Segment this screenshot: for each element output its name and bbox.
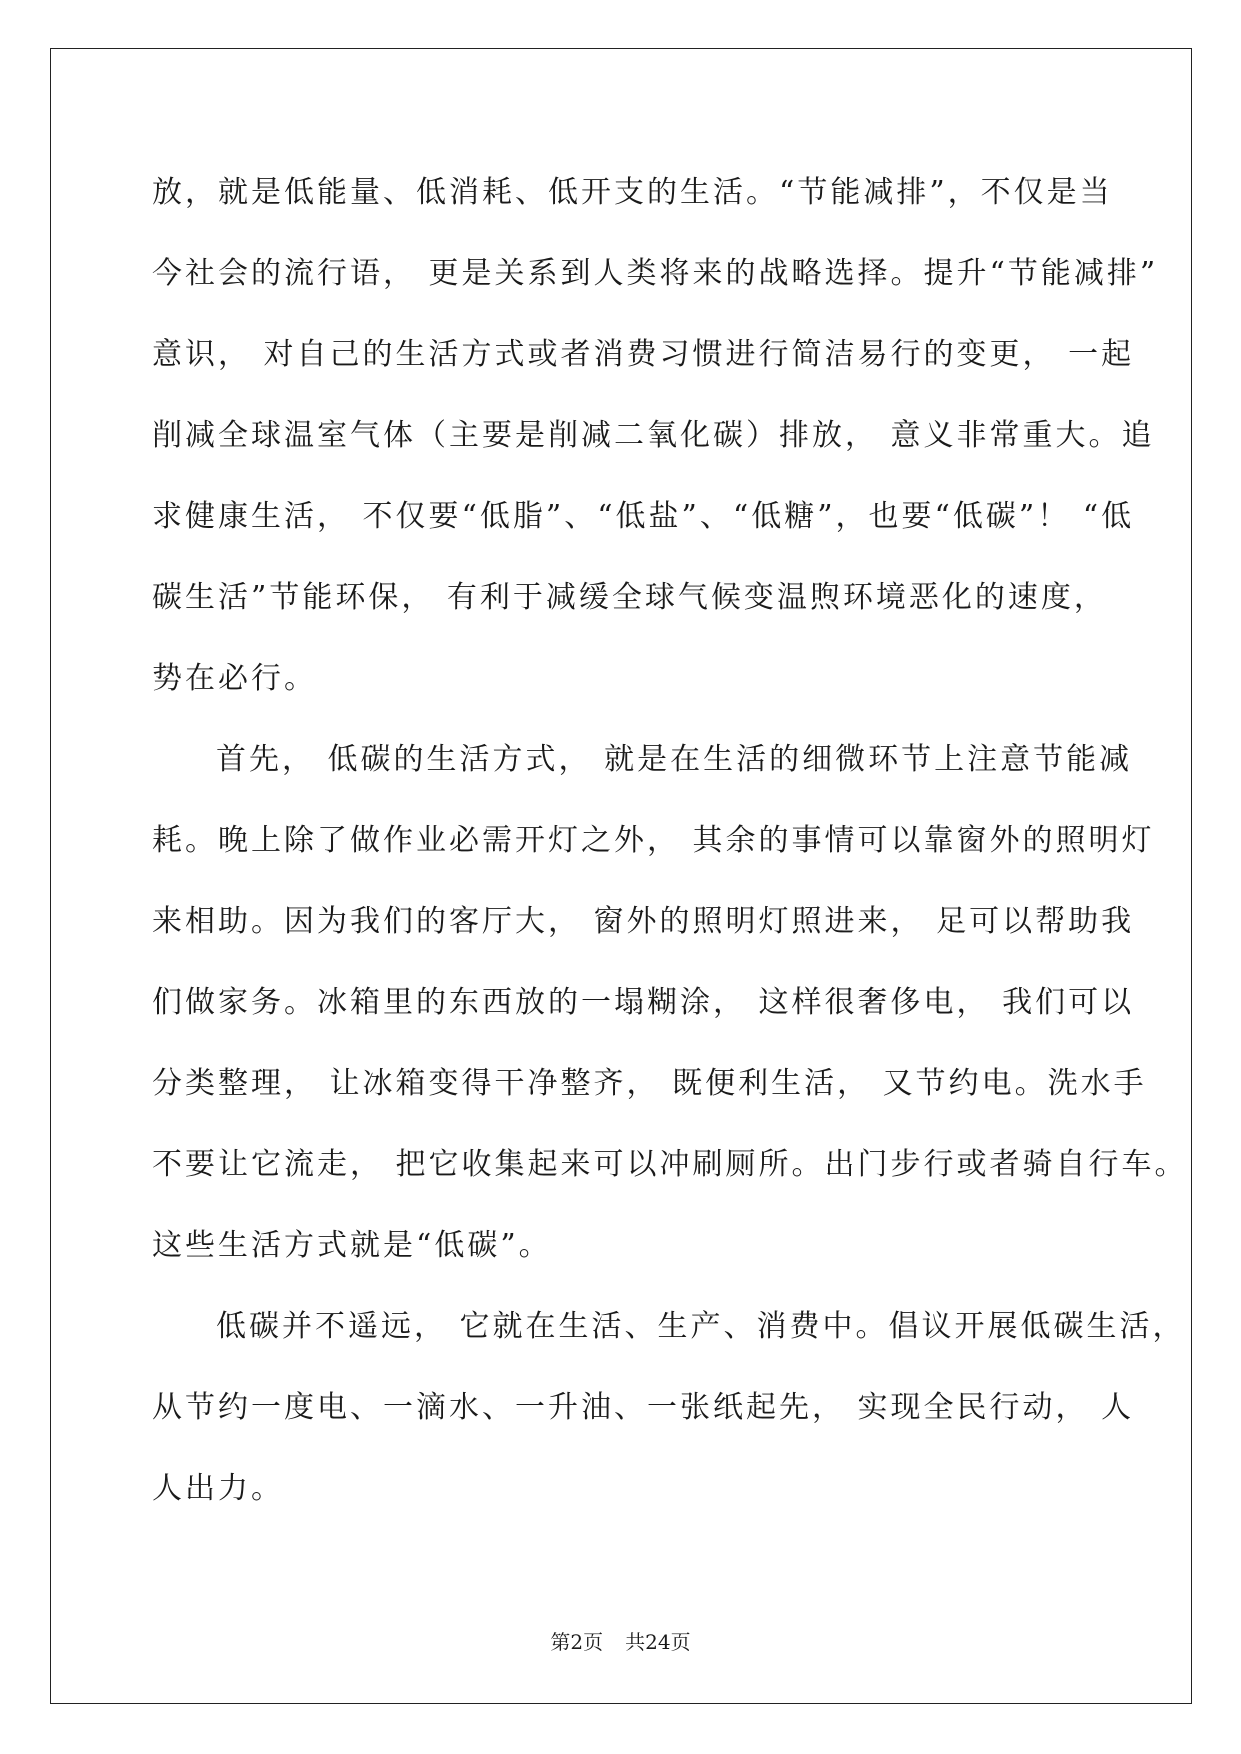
text-line: 求健康生活， 不仅要“低脂”、“低盐”、“低糖”，也要“低碳”！ “低	[152, 499, 1135, 534]
text-line: 势在必行。	[152, 661, 317, 696]
text-line: 人出力。	[152, 1471, 284, 1506]
paragraph-first-line: 低碳并不遥远， 它就在生活、生产、消费中。倡议开展低碳生活，	[216, 1309, 1186, 1344]
text-line: 放，就是低能量、低消耗、低开支的生活。“节能减排”，不仅是当	[152, 175, 1113, 210]
text-line: 这些生活方式就是“低碳”。	[152, 1228, 552, 1263]
text-line: 削减全球温室气体（主要是削减二氧化碳）排放， 意义非常重大。追	[152, 418, 1155, 453]
page-number: 第2页	[550, 1630, 604, 1654]
text-line: 意识， 对自己的生活方式或者消费习惯进行简洁易行的变更， 一起	[152, 337, 1135, 372]
text-line: 们做家务。冰箱里的东西放的一塌糊涂， 这样很奢侈电， 我们可以	[152, 985, 1135, 1020]
text-line: 碳生活”节能环保， 有利于减缓全球气候变温煦环境恶化的速度，	[152, 580, 1107, 615]
text-line: 分类整理， 让冰箱变得干净整齐， 既便利生活， 又节约电。洗水手	[152, 1066, 1147, 1101]
text-line: 来相助。因为我们的客厅大， 窗外的照明灯照进来， 足可以帮助我	[152, 904, 1135, 939]
document-body	[152, 152, 1188, 1529]
page-footer	[0, 1628, 1241, 1656]
page-total: 共24页	[625, 1630, 691, 1654]
paragraph-first-line: 首先， 低碳的生活方式， 就是在生活的细微环节上注意节能减	[216, 742, 1133, 777]
text-line: 耗。晚上除了做作业必需开灯之外， 其余的事情可以靠窗外的照明灯	[152, 823, 1155, 858]
text-line: 今社会的流行语， 更是关系到人类将来的战略选择。提升“节能减排”	[152, 256, 1159, 291]
text-line: 不要让它流走， 把它收集起来可以冲刷厕所。出门步行或者骑自行车。	[152, 1147, 1188, 1182]
text-line: 从节约一度电、一滴水、一升油、一张纸起先， 实现全民行动， 人	[152, 1390, 1135, 1425]
